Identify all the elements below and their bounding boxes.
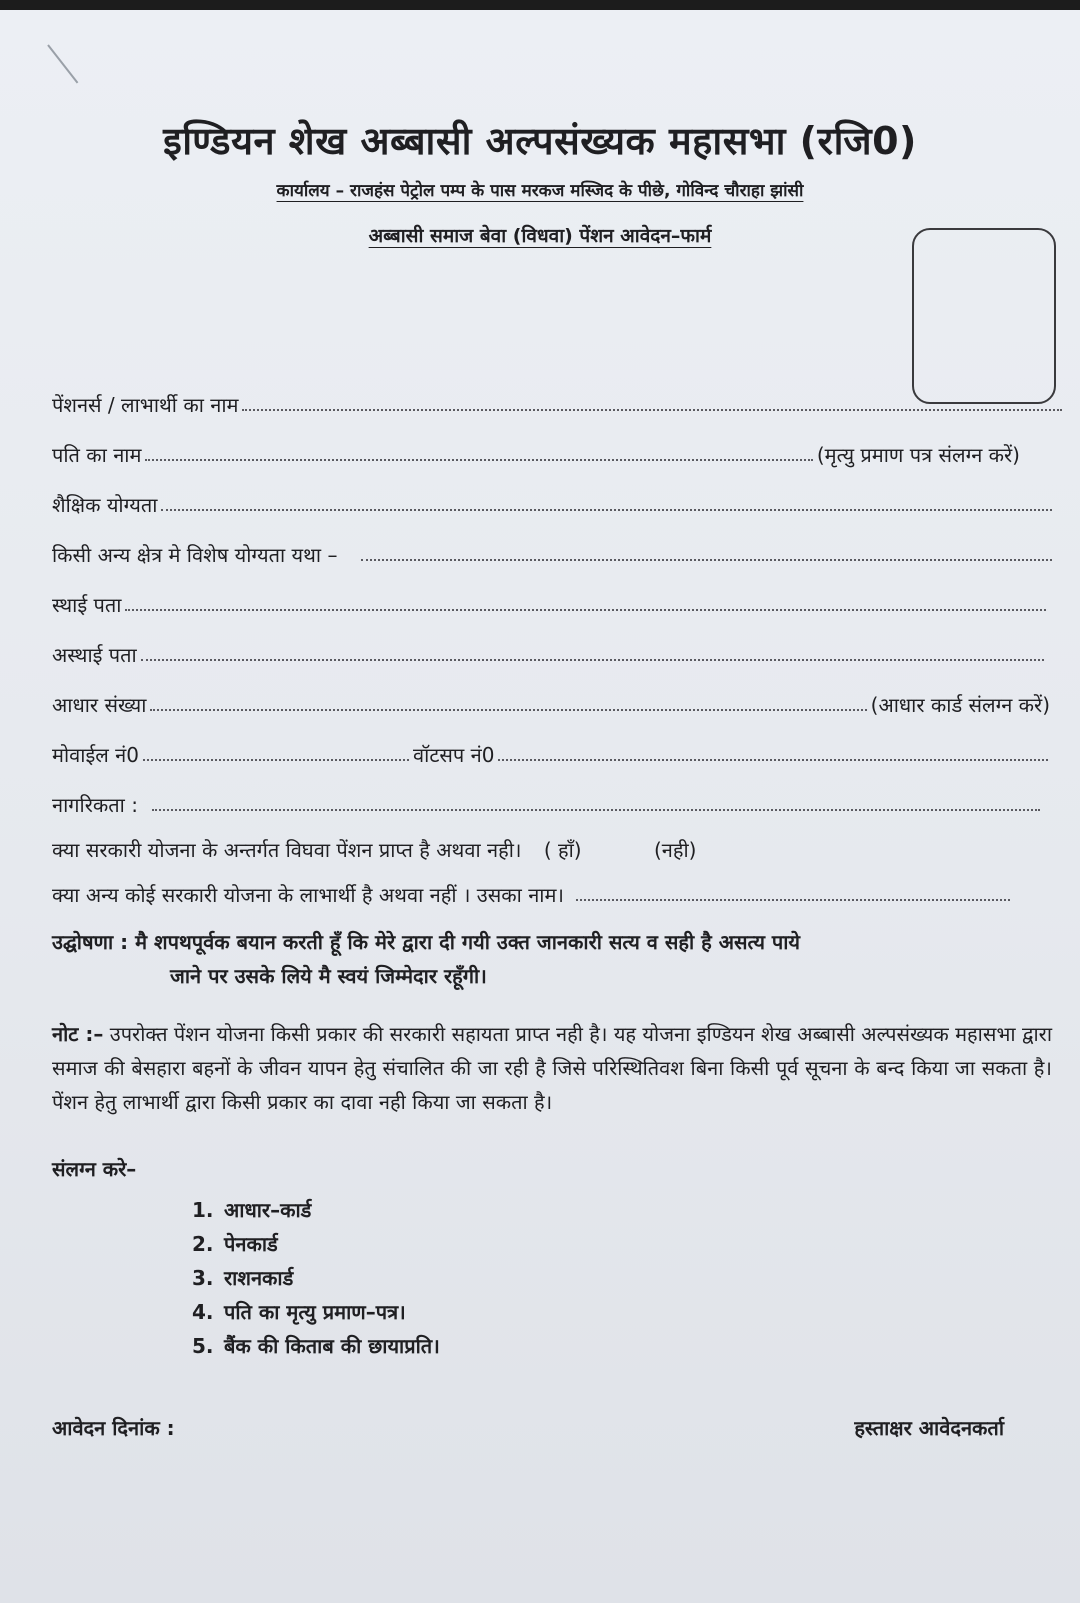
list-item-number: 2. xyxy=(192,1232,214,1256)
citizenship-field[interactable] xyxy=(52,784,1044,818)
husband-name-line[interactable] xyxy=(145,459,812,461)
special-skill-line[interactable] xyxy=(361,559,1052,561)
list-item-number: 3. xyxy=(192,1266,214,1290)
yes-option[interactable]: ( हाँ) xyxy=(543,838,582,862)
list-item xyxy=(192,1227,440,1261)
aadhaar-line[interactable] xyxy=(150,709,866,711)
attachments-heading: संलग्न करे– xyxy=(52,1157,137,1181)
education-line[interactable] xyxy=(161,509,1052,511)
pensioner-name-field[interactable] xyxy=(52,384,1066,418)
no-option[interactable]: (नही) xyxy=(653,838,697,862)
form-page xyxy=(0,10,1080,1603)
whatsapp-line[interactable] xyxy=(498,759,1048,761)
applicant-signature-label[interactable]: हस्ताक्षर आवेदनकर्ता xyxy=(854,1416,1004,1440)
photo-box[interactable] xyxy=(912,228,1056,404)
pen-mark xyxy=(47,44,78,83)
temporary-address-line[interactable] xyxy=(141,659,1044,661)
other-scheme-line[interactable] xyxy=(576,899,1010,901)
education-label: शैक्षिक योग्यता xyxy=(52,493,158,517)
note xyxy=(52,1017,1052,1119)
whatsapp-label: वॉटसप नं0 xyxy=(413,743,495,767)
office-address: कार्यालय – राजहंस पेट्रोल पम्प के पास मरकज मस्जिद के पीछे, गोविन्द चौराहा झांसी xyxy=(276,181,804,201)
phone-field[interactable] xyxy=(52,734,1052,768)
office-address-line xyxy=(0,178,1080,201)
mobile-line[interactable] xyxy=(143,759,409,761)
declaration-line-2: जाने पर उसके लिये मै स्वयं जिम्मेदार रहूँगी। xyxy=(170,964,487,988)
list-item-number: 4. xyxy=(192,1300,214,1324)
other-scheme-field[interactable] xyxy=(52,874,1014,908)
aadhaar-field[interactable] xyxy=(52,684,1050,718)
citizenship-line[interactable] xyxy=(152,809,1040,811)
permanent-address-field[interactable] xyxy=(52,584,1050,618)
pensioner-name-label: पेंशनर्स / लाभार्थी का नाम xyxy=(52,393,239,417)
list-item-label: आधार–कार्ड xyxy=(224,1198,312,1222)
other-scheme-label: क्या अन्य कोई सरकारी योजना के लाभार्थी है अथवा नहीं । उसका नाम। xyxy=(52,883,565,907)
declaration-line-1: उद्घोषणा : मै शपथपूर्वक बयान करती हूँ कि मेरे द्वारा दी गयी उक्त जानकारी सत्य व सही है असत्य पाये xyxy=(52,930,801,954)
organization-title: इण्डियन शेख अब्बासी अल्पसंख्यक महासभा (रजि0) xyxy=(163,119,917,163)
govt-pension-text: क्या सरकारी योजना के अन्तर्गत विघवा पेंशन प्राप्त है अथवा नही। xyxy=(52,838,522,862)
permanent-address-label: स्थाई पता xyxy=(52,593,122,617)
list-item xyxy=(192,1261,440,1295)
note-text: उपरोक्त पेंशन योजना किसी प्रकार की सरकारी सहायता प्राप्त नही है। यह योजना इण्डियन शेख अब्बासी अल्पसंख्यक महासभा द्वारा समाज की बेसहारा बहनों के जीवन यापन हेतु संचालित की जा रही है जिसे परिस्थितिवश बिना किसी पूर्व सूचना के बन्द किया जा सकता है। पेंशन हेतु लाभार्थी द्वारा किसी प्रकार का दावा नही किया जा सकता है। xyxy=(52,1022,1053,1114)
govt-pension-question xyxy=(52,836,696,863)
list-item xyxy=(192,1193,440,1227)
husband-name-label: पति का नाम xyxy=(52,443,142,467)
list-item xyxy=(192,1329,440,1363)
list-item-label: बैंक की किताब की छायाप्रति। xyxy=(224,1334,440,1358)
special-skill-field[interactable] xyxy=(52,534,1056,568)
citizenship-label: नागरिकता : xyxy=(52,793,138,817)
list-item-number: 1. xyxy=(192,1198,214,1222)
husband-name-field[interactable] xyxy=(52,434,1020,468)
declaration xyxy=(52,925,1052,993)
pensioner-name-line[interactable] xyxy=(242,409,1062,411)
temporary-address-label: अस्थाई पता xyxy=(52,643,137,667)
attachments-list xyxy=(192,1193,440,1363)
application-date-label[interactable]: आवेदन दिनांक : xyxy=(52,1416,175,1440)
list-item-label: राशनकार्ड xyxy=(224,1266,294,1290)
list-item-number: 5. xyxy=(192,1334,214,1358)
mobile-label: मोवाईल नं0 xyxy=(52,743,140,767)
temporary-address-field[interactable] xyxy=(52,634,1048,668)
husband-name-note: (मृत्यु प्रमाण पत्र संलग्न करें) xyxy=(816,443,1020,467)
list-item xyxy=(192,1295,440,1329)
permanent-address-line[interactable] xyxy=(125,609,1046,611)
list-item-label: पेनकार्ड xyxy=(224,1232,278,1256)
special-skill-label: किसी अन्य क्षेत्र मे विशेष योग्यता यथा – xyxy=(52,543,338,567)
education-field[interactable] xyxy=(52,484,1056,518)
aadhaar-note: (आधार कार्ड संलग्न करें) xyxy=(870,693,1050,717)
form-title: अब्बासी समाज बेवा (विधवा) पेंशन आवेदन–फार्म xyxy=(368,225,712,247)
aadhaar-label: आधार संख्या xyxy=(52,693,147,717)
note-label: नोट :– xyxy=(52,1022,104,1046)
list-item-label: पति का मृत्यु प्रमाण–पत्र। xyxy=(224,1300,406,1324)
